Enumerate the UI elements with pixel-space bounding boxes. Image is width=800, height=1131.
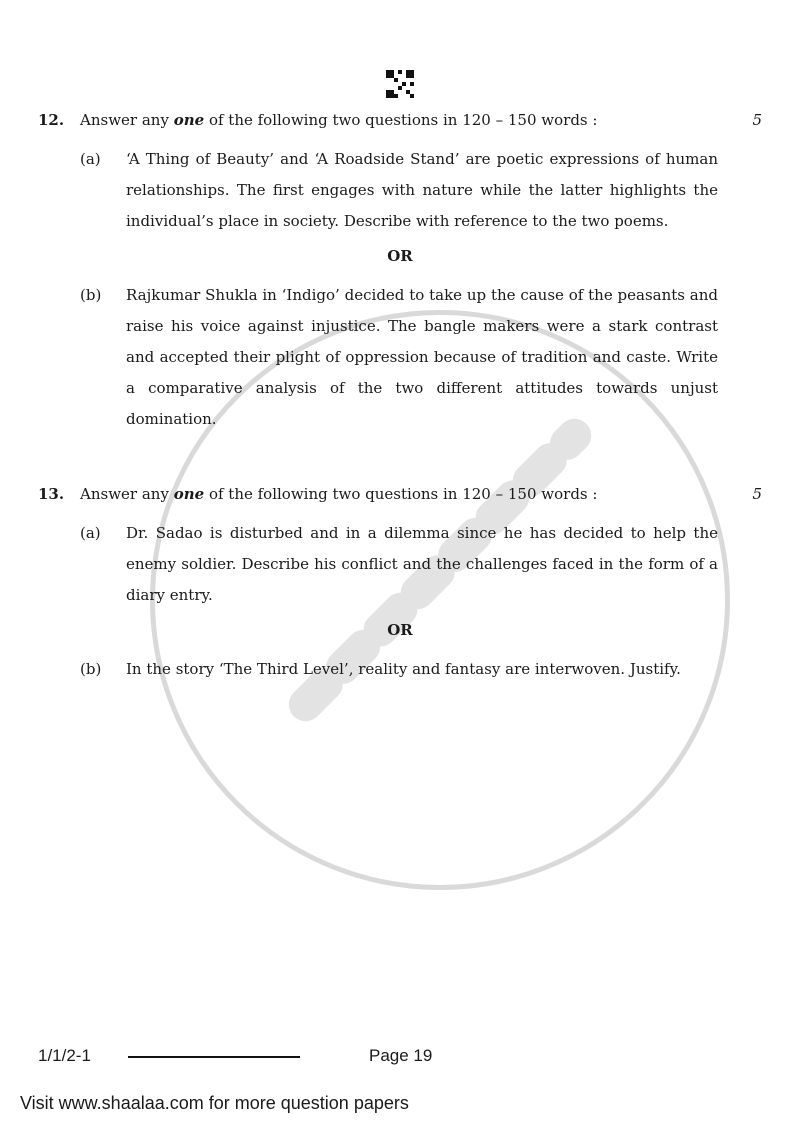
question-header: [38, 105, 762, 136]
marks: 5: [752, 111, 762, 129]
option-label: (b): [80, 286, 102, 304]
option-b: [38, 654, 762, 685]
or-separator: OR: [387, 621, 413, 639]
question-content: [38, 105, 762, 685]
option-a: [38, 518, 762, 611]
option-text: Dr. Sadao is disturbed and in a dilemma since he has decided to help the enemy soldier. Describe his conflict and the challenges faced in the form of a diary entry.: [126, 524, 718, 604]
page-number: Page 19: [369, 1046, 433, 1065]
or-separator: OR: [387, 247, 413, 265]
option-a: [38, 144, 762, 237]
question-13: [38, 479, 762, 685]
qr-code-icon: [386, 70, 414, 98]
option-label: (a): [80, 150, 101, 168]
question-number: 12.: [38, 111, 65, 129]
option-text: In the story ‘The Third Level’, reality and fantasy are interwoven. Justify.: [126, 660, 681, 678]
visit-link[interactable]: Visit www.shaalaa.com for more question papers: [20, 1093, 409, 1113]
question-instruction: Answer any one of the following two questions in 120 – 150 words :: [80, 111, 598, 129]
marks: 5: [752, 485, 762, 503]
footer-divider: [128, 1056, 300, 1058]
paper-code: 1/1/2-1: [38, 1046, 91, 1065]
option-text: ‘A Thing of Beauty’ and ‘A Roadside Stand’ are poetic expressions of human relationships. The first engages with nature while the latter highlights the individual’s place in society. Describe with reference to the two poems.: [126, 150, 718, 230]
option-b: [38, 280, 762, 435]
option-label: (b): [80, 660, 102, 678]
question-instruction: Answer any one of the following two questions in 120 – 150 words :: [80, 485, 598, 503]
question-12: [38, 105, 762, 435]
option-label: (a): [80, 524, 101, 542]
question-number: 13.: [38, 485, 65, 503]
option-text: Rajkumar Shukla in ‘Indigo’ decided to take up the cause of the peasants and raise his voice against injustice. The bangle makers were a stark contrast and accepted their plight of oppression because of tradition and caste. Write a comparative analysis of the two different attitudes towards unjust domination.: [126, 286, 718, 428]
question-header: [38, 479, 762, 510]
